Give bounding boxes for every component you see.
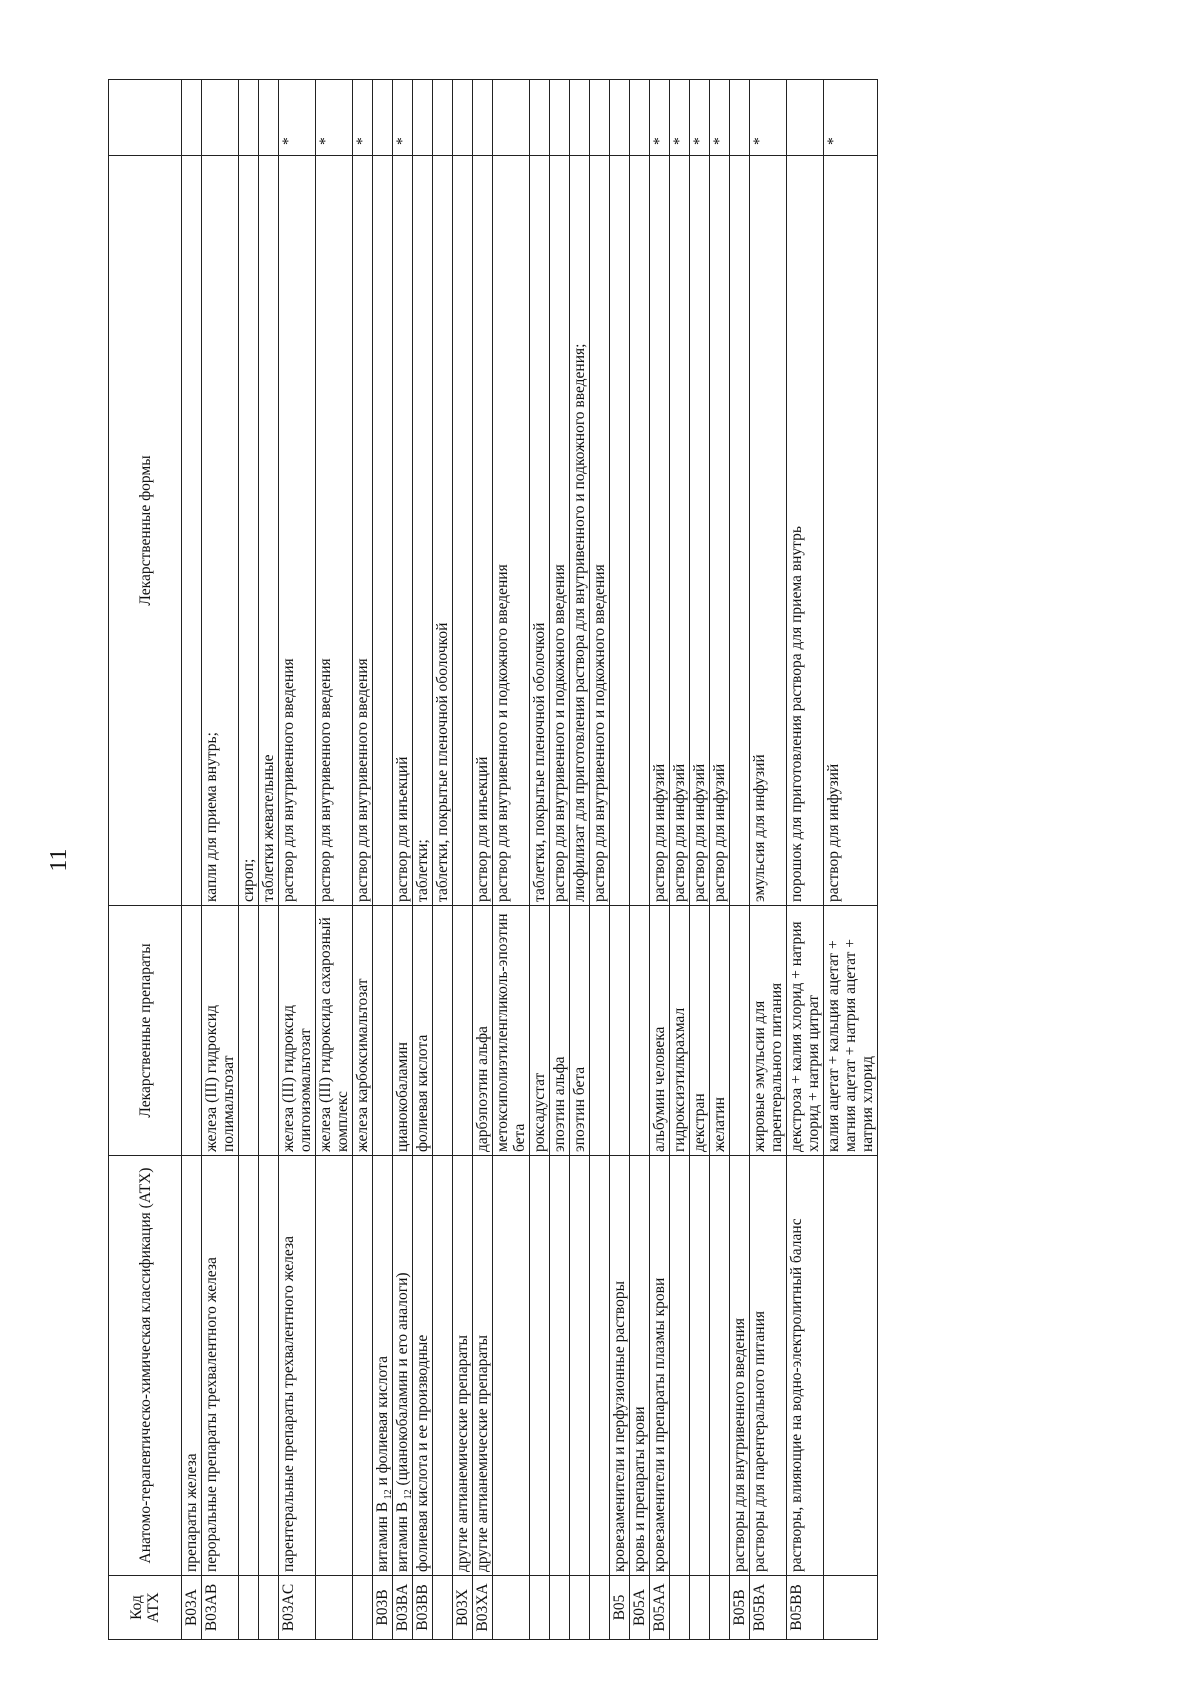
cell-mark [239,80,259,156]
cell-mark [453,80,473,156]
cell-form: эмульсия для инфузий [750,156,787,906]
cell-mark [493,80,530,156]
cell-form [730,156,750,906]
cell-code: B03BA [393,1576,413,1640]
table-header-row [109,80,182,1640]
table-row [473,80,493,1640]
cell-mark [433,80,453,156]
table-row [670,80,690,1640]
cell-drug: роксадустат [530,906,550,1156]
page-number: 11 [46,848,72,872]
cell-code [239,1576,259,1640]
cell-form: порошок для приготовления раствора для приема внутрь [787,156,824,906]
cell-classification: кровь и препараты крови [630,1156,650,1576]
cell-classification: пероральные препараты трехвалентного железа [202,1156,239,1576]
table-row [610,80,630,1640]
table-row [650,80,670,1640]
cell-classification [530,1156,550,1576]
cell-form: раствор для инъекций [393,156,413,906]
cell-code: B05BB [787,1576,824,1640]
cell-code [570,1576,590,1640]
table-row [316,80,353,1640]
header-classification: Анатомо-терапевтическо-химическая классификация (АТХ) [109,1156,182,1576]
cell-classification [316,1156,353,1576]
cell-code: B03B [373,1576,393,1640]
table-row [730,80,750,1640]
table-row [239,80,259,1640]
table-row [373,80,393,1640]
cell-code: B03XA [473,1576,493,1640]
cell-classification [393,1156,413,1576]
cell-classification [824,1156,878,1576]
cell-drug: цианокобаламин [393,906,413,1156]
cell-drug [182,906,202,1156]
cell-mark [570,80,590,156]
cell-drug [730,906,750,1156]
cell-classification: растворы для внутривенного введения [730,1156,750,1576]
cell-code: B05BA [750,1576,787,1640]
cell-classification [373,1156,393,1576]
rotated-document [46,80,1058,1640]
cell-drug: калия ацетат + кальция ацетат + магния ацетат + натрия ацетат + натрия хлорид [824,906,878,1156]
cell-mark: * [690,80,710,156]
cell-mark [530,80,550,156]
table-body [182,80,878,1640]
header-drugs: Лекарственные препараты [109,906,182,1156]
cell-mark: * [279,80,316,156]
cell-mark [730,80,750,156]
cell-mark [610,80,630,156]
cell-drug: гидроксиэтилкрахмал [670,906,690,1156]
classification-subscript: 12 [383,1489,395,1502]
cell-mark: * [750,80,787,156]
cell-classification: другие антианемические препараты [453,1156,473,1576]
table-row [259,80,279,1640]
cell-mark [413,80,433,156]
cell-drug [433,906,453,1156]
cell-code [710,1576,730,1640]
cell-classification: кровезаменители и препараты плазмы крови [650,1156,670,1576]
cell-classification [690,1156,710,1576]
cell-classification: препараты железа [182,1156,202,1576]
cell-mark: * [824,80,878,156]
cell-mark [630,80,650,156]
cell-mark [473,80,493,156]
cell-classification [590,1156,610,1576]
cell-code [690,1576,710,1640]
table-row [393,80,413,1640]
cell-classification [433,1156,453,1576]
cell-classification [259,1156,279,1576]
cell-form: лиофилизат для приготовления раствора для внутривенного и подкожного введения; [570,156,590,906]
table-row [550,80,570,1640]
cell-form: раствор для внутривенного и подкожного введения [550,156,570,906]
cell-form: сироп; [239,156,259,906]
cell-form: раствор для инфузий [690,156,710,906]
cell-form: раствор для внутривенного введения [353,156,373,906]
cell-classification: растворы, влияющие на водно-электролитный баланс [787,1156,824,1576]
cell-classification: кровезаменители и перфузионные растворы [610,1156,630,1576]
cell-form [373,156,393,906]
cell-mark [373,80,393,156]
cell-drug: декстран [690,906,710,1156]
cell-classification: растворы для парентерального питания [750,1156,787,1576]
cell-code [590,1576,610,1640]
cell-drug [630,906,650,1156]
cell-mark: * [710,80,730,156]
header-mark [109,80,182,156]
cell-drug: желатин [710,906,730,1156]
cell-drug: фолиевая кислота [413,906,433,1156]
cell-classification [493,1156,530,1576]
table-row [279,80,316,1640]
cell-form: таблетки, покрытые пленочной оболочкой [433,156,453,906]
cell-classification [670,1156,690,1576]
cell-mark [259,80,279,156]
cell-classification: фолиевая кислота и ее производные [413,1156,433,1576]
cell-code: B05B [730,1576,750,1640]
cell-classification [239,1156,259,1576]
cell-drug: альбумин человека [650,906,670,1156]
cell-drug [590,906,610,1156]
cell-code [493,1576,530,1640]
cell-mark: * [393,80,413,156]
cell-code: B03A [182,1576,202,1640]
cell-code [353,1576,373,1640]
table-row [353,80,373,1640]
classification-subscript: 12 [403,1489,415,1502]
cell-code [530,1576,550,1640]
cell-drug [373,906,393,1156]
cell-code: B03X [453,1576,473,1640]
header-code: Код АТХ [109,1576,182,1640]
cell-form [630,156,650,906]
table-row [710,80,730,1640]
cell-drug [239,906,259,1156]
cell-form [453,156,473,906]
cell-form: капли для приема внутрь; [202,156,239,906]
cell-mark: * [353,80,373,156]
cell-mark [182,80,202,156]
cell-drug [453,906,473,1156]
cell-mark [590,80,610,156]
cell-mark: * [650,80,670,156]
cell-drug: железа карбоксимальтозат [353,906,373,1156]
cell-code: B05A [630,1576,650,1640]
cell-code [316,1576,353,1640]
table-row [453,80,473,1640]
cell-form: таблетки, покрытые пленочной оболочкой [530,156,550,906]
table-row [690,80,710,1640]
cell-code: B05 [610,1576,630,1640]
cell-drug [610,906,630,1156]
cell-code [670,1576,690,1640]
table-row [413,80,433,1640]
cell-code [259,1576,279,1640]
cell-code: B03AC [279,1576,316,1640]
cell-classification: другие антианемические препараты [473,1156,493,1576]
classification-text: витамин B [394,1501,411,1572]
cell-form [182,156,202,906]
cell-mark [202,80,239,156]
cell-form: раствор для инфузий [670,156,690,906]
table-row [202,80,239,1640]
cell-form: раствор для инъекций [473,156,493,906]
cell-classification [710,1156,730,1576]
cell-form [610,156,630,906]
cell-classification [550,1156,570,1576]
cell-form: раствор для внутривенного и подкожного введения [493,156,530,906]
classification-text-suffix: и фолиевая кислота [374,1356,391,1490]
cell-drug: железа (III) гидроксид полимальтозат [202,906,239,1156]
cell-classification [570,1156,590,1576]
header-forms: Лекарственные формы [109,156,182,906]
cell-drug: метоксиполиэтиленгликоль-эпоэтин бета [493,906,530,1156]
classification-text-suffix: (цианокобаламин и его аналоги) [394,1272,411,1490]
table-row [493,80,530,1640]
cell-mark: * [316,80,353,156]
cell-drug: декстроза + калия хлорид + натрия хлорид + натрия цитрат [787,906,824,1156]
classification-text: витамин B [374,1501,391,1572]
cell-form: таблетки жевательные [259,156,279,906]
cell-drug: жировые эмульсии для парентерального питания [750,906,787,1156]
cell-form: таблетки; [413,156,433,906]
cell-form: раствор для инфузий [650,156,670,906]
cell-code [824,1576,878,1640]
table-row [182,80,202,1640]
cell-drug: железа (III) гидроксид олигоизомальтозат [279,906,316,1156]
cell-form: раствор для внутривенного введения [316,156,353,906]
atc-table [108,79,878,1640]
cell-mark: * [670,80,690,156]
cell-drug: дарбэпоэтин альфа [473,906,493,1156]
cell-form: раствор для внутривенного и подкожного введения [590,156,610,906]
table-row [433,80,453,1640]
cell-drug: эпоэтин бета [570,906,590,1156]
table-row [530,80,550,1640]
cell-code: B03BB [413,1576,433,1640]
cell-code: B05AA [650,1576,670,1640]
cell-code [550,1576,570,1640]
cell-classification [353,1156,373,1576]
cell-drug: железа (III) гидроксида сахарозный комплекс [316,906,353,1156]
table-row [824,80,878,1640]
table-row [590,80,610,1640]
cell-drug [259,906,279,1156]
table-row [787,80,824,1640]
cell-classification: парентеральные препараты трехвалентного железа [279,1156,316,1576]
cell-drug: эпоэтин альфа [550,906,570,1156]
cell-form: раствор для внутривенного введения [279,156,316,906]
cell-mark [550,80,570,156]
table-row [750,80,787,1640]
cell-code: B03AB [202,1576,239,1640]
cell-code [433,1576,453,1640]
table-row [570,80,590,1640]
cell-mark [787,80,824,156]
cell-form: раствор для инфузий [710,156,730,906]
table-row [630,80,650,1640]
cell-form: раствор для инфузий [824,156,878,906]
